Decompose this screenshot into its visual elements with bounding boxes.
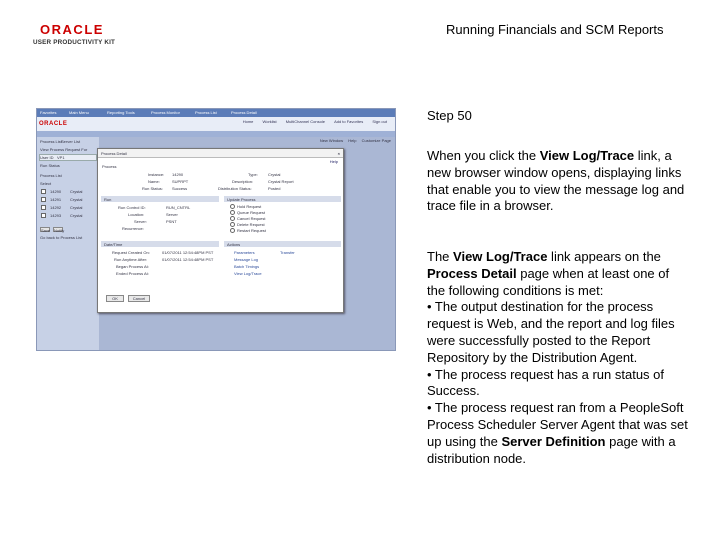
link-new-window[interactable]: New Window bbox=[319, 138, 344, 143]
type-label: Type: bbox=[248, 172, 258, 177]
run-anytime-label: Run Anytime After: bbox=[114, 257, 148, 262]
radio-hold[interactable] bbox=[230, 204, 261, 209]
dialog-title: Process Detail bbox=[101, 151, 127, 156]
instance-value: 14290 bbox=[172, 172, 184, 177]
actions-section-title: Actions bbox=[227, 242, 241, 247]
view-log-trace-link[interactable]: View Log/Trace bbox=[234, 271, 262, 276]
run-section bbox=[101, 196, 219, 202]
bullet-1: • The output destination for the process request is Web, and the report and log files were successfully posted to the Report Repository by the Distribution Agent. bbox=[427, 299, 675, 365]
row-checkbox[interactable] bbox=[41, 205, 46, 210]
link-sign-out[interactable]: Sign out bbox=[372, 119, 387, 124]
run-section-title: Run bbox=[104, 197, 112, 202]
menu-favorites[interactable]: Favorites bbox=[40, 110, 57, 115]
p1-text-b: link, a new browser window opens, displaying links that enable you to view the message log and trace file in a browser. bbox=[427, 148, 685, 214]
link-customize[interactable]: Customize Page bbox=[361, 138, 391, 143]
bullet-3-text-a: • The process request ran from a PeopleSoft Process Scheduler Server Agent that was set up using the bbox=[427, 400, 688, 449]
link-add-favorites[interactable]: Add to Favorites bbox=[334, 119, 364, 124]
description-label: Description: bbox=[232, 179, 254, 184]
recurrence-label: Recurrence: bbox=[122, 226, 144, 231]
name-value: SUPRPT bbox=[172, 179, 189, 184]
process-detail-dialog bbox=[97, 148, 344, 313]
process-list-heading: Process List bbox=[40, 173, 62, 178]
row-type: Crystal bbox=[70, 213, 83, 218]
radio-queue[interactable] bbox=[230, 210, 265, 215]
instance-label: Instance: bbox=[148, 172, 165, 177]
radio-cancel-label: Cancel Request bbox=[237, 216, 266, 221]
distribution-value: Posted bbox=[268, 186, 281, 191]
select-label: Select bbox=[40, 181, 52, 186]
radio-queue-label: Queue Request bbox=[237, 210, 266, 215]
step-number: Step 50 bbox=[427, 108, 472, 123]
oracle-upk-logo bbox=[33, 23, 128, 46]
row-type: Crystal bbox=[70, 197, 83, 202]
table-row[interactable] bbox=[40, 213, 96, 218]
brand-bar bbox=[37, 117, 395, 131]
link-home[interactable]: Home bbox=[242, 119, 254, 124]
bullet-2: • The process request has a run status of Success. bbox=[427, 366, 664, 399]
batch-timings-link[interactable]: Batch Timings bbox=[234, 264, 260, 269]
row-instance: 14290 bbox=[50, 189, 62, 194]
tab-server-list[interactable]: Server List bbox=[61, 139, 81, 144]
table-row[interactable] bbox=[40, 189, 96, 194]
view-label: View Process Request For bbox=[40, 147, 88, 152]
request-created-value: 01/07/2011 12:54:48PM PST bbox=[162, 250, 214, 255]
user-id-label: User ID bbox=[40, 155, 54, 160]
menu-process-list[interactable]: Process List bbox=[195, 110, 217, 115]
application-screenshot bbox=[36, 108, 396, 351]
request-created-label: Request Created On: bbox=[112, 250, 150, 255]
menu-bar bbox=[37, 109, 395, 117]
link-help[interactable]: Help bbox=[348, 138, 357, 143]
menu-process-detail[interactable]: Process Detail bbox=[231, 110, 257, 115]
p2-bold-2: Process Detail bbox=[427, 265, 517, 281]
dialog-titlebar bbox=[98, 149, 343, 158]
row-instance: 14292 bbox=[50, 205, 62, 210]
datetime-section bbox=[101, 241, 219, 247]
radio-cancel[interactable] bbox=[230, 216, 265, 221]
row-checkbox[interactable] bbox=[41, 213, 46, 218]
row-type: Crystal bbox=[70, 205, 83, 210]
run-control-label: Run Control ID: bbox=[118, 205, 146, 210]
p2-text-b: link appears on the bbox=[547, 249, 661, 264]
message-log-link[interactable]: Message Log bbox=[234, 257, 259, 262]
row-instance: 14291 bbox=[50, 197, 62, 202]
process-list-pane bbox=[37, 137, 99, 351]
run-status-label: Run Status bbox=[40, 163, 60, 168]
radio-delete[interactable] bbox=[230, 222, 265, 227]
page-title: Running Financials and SCM Reports bbox=[446, 22, 664, 37]
bullet-3-text-b: page with a distribution node. bbox=[427, 433, 676, 466]
tab-process-list[interactable]: Process List bbox=[40, 139, 62, 144]
logo-product: USER PRODUCTIVITY KIT bbox=[33, 39, 116, 46]
began-label: Began Process At: bbox=[116, 264, 149, 269]
type-value: Crystal bbox=[268, 172, 281, 177]
location-label: Location: bbox=[128, 212, 145, 217]
top-links bbox=[235, 119, 387, 124]
p1-bold: View Log/Trace bbox=[539, 148, 635, 163]
table-row[interactable] bbox=[40, 205, 96, 210]
run-status-label: Run Status: bbox=[142, 186, 163, 191]
run-control-value: RUN_CNTRL bbox=[166, 205, 191, 210]
ended-label: Ended Process At: bbox=[116, 271, 149, 276]
run-status-value: Success bbox=[172, 186, 188, 191]
logo-brand: ORACLE bbox=[40, 22, 104, 37]
instruction-paragraph-2 bbox=[427, 249, 689, 467]
p1-text-a: When you click the bbox=[427, 148, 540, 163]
parameters-link[interactable]: Parameters bbox=[234, 250, 255, 255]
row-type: Crystal bbox=[70, 189, 83, 194]
transfer-link[interactable]: Transfer bbox=[280, 250, 295, 255]
bullet-3-bold: Server Definition bbox=[501, 433, 606, 449]
update-section-title: Update Process bbox=[227, 197, 256, 202]
table-row[interactable] bbox=[40, 197, 96, 202]
cancel-button[interactable]: Cancel bbox=[128, 295, 150, 302]
close-icon[interactable]: × bbox=[337, 151, 340, 156]
user-id-input[interactable]: VP1 bbox=[57, 155, 65, 160]
p2-bold-1: View Log/Trace bbox=[453, 249, 548, 264]
menu-reporting-tools[interactable]: Reporting Tools bbox=[107, 110, 135, 115]
run-anytime-value: 01/07/2011 12:54:48PM PST bbox=[162, 257, 214, 262]
server-value: PSNT bbox=[166, 219, 177, 224]
location-value: Server bbox=[166, 212, 178, 217]
page-links bbox=[316, 138, 391, 143]
name-label: Name: bbox=[148, 179, 160, 184]
radio-delete-label: Delete Request bbox=[237, 222, 265, 227]
datetime-section-title: Date/Time bbox=[104, 242, 123, 247]
go-back-link[interactable]: Go back to Process List bbox=[40, 235, 83, 240]
ok-button[interactable]: OK bbox=[106, 295, 124, 302]
save-button[interactable]: Save bbox=[41, 228, 51, 233]
description-value: Crystal Report bbox=[268, 179, 294, 184]
row-instance: 14293 bbox=[50, 213, 62, 218]
row-checkbox[interactable] bbox=[41, 189, 46, 194]
process-header: Process bbox=[102, 164, 117, 169]
notify-button[interactable]: Notify bbox=[54, 228, 65, 233]
radio-restart[interactable] bbox=[230, 228, 266, 233]
dialog-help-link[interactable]: Help bbox=[329, 159, 338, 164]
p2-text-c: page when at least one of the following conditions is met: bbox=[427, 265, 670, 298]
menu-process-monitor[interactable]: Process Monitor bbox=[151, 110, 180, 115]
server-label: Server: bbox=[134, 219, 147, 224]
radio-restart-label: Restart Request bbox=[237, 228, 266, 233]
app-logo: ORACLE bbox=[39, 121, 68, 127]
update-section bbox=[224, 196, 341, 202]
distribution-label: Distribution Status: bbox=[218, 186, 252, 191]
link-multichannel[interactable]: MultiChannel Console bbox=[285, 119, 325, 124]
p2-text-a: The bbox=[427, 249, 454, 264]
link-worklist[interactable]: Worklist bbox=[262, 119, 277, 124]
row-checkbox[interactable] bbox=[41, 197, 46, 202]
actions-section bbox=[224, 241, 341, 247]
instruction-paragraph-1 bbox=[427, 148, 689, 215]
menu-main[interactable]: Main Menu bbox=[69, 110, 89, 115]
radio-hold-label: Hold Request bbox=[237, 204, 262, 209]
